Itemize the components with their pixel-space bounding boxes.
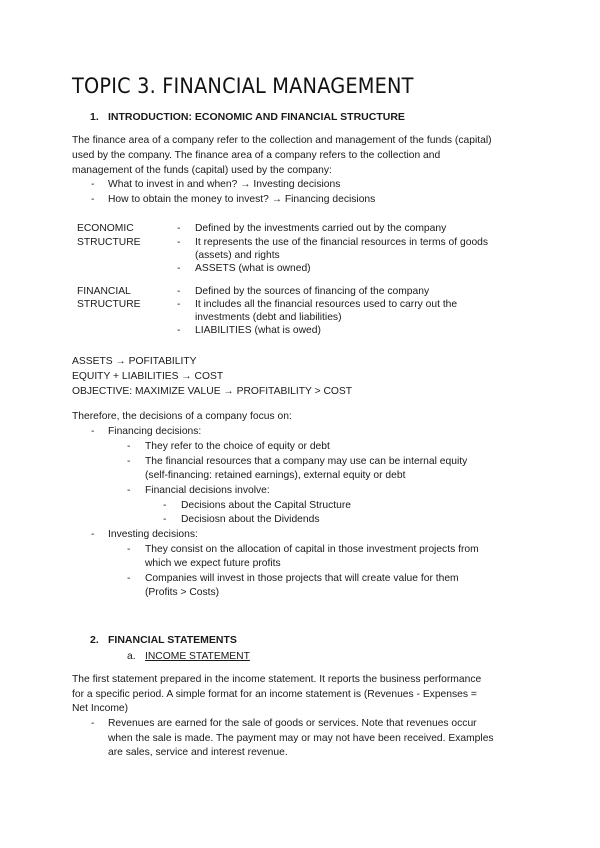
financing-point: They refer to the choice of equity or debt bbox=[145, 441, 330, 452]
income-intro-line: The first statement prepared in the income statement. It reports the business performance bbox=[72, 674, 482, 685]
financial-label: STRUCTURE bbox=[77, 299, 141, 310]
bullet-dash: - bbox=[177, 263, 181, 274]
financial-point: Defined by the sources of financing of the company bbox=[195, 286, 430, 297]
economic-point: (assets) and rights bbox=[195, 250, 280, 261]
bullet-dash: - bbox=[177, 237, 181, 248]
financing-label: Financing decisions: bbox=[108, 426, 202, 437]
bullet-dash: - bbox=[91, 426, 95, 437]
revenues-line: Revenues are earned for the sale of goods or services. Note that revenues occur bbox=[108, 718, 477, 729]
therefore-text: Therefore, the decisions of a company focus on: bbox=[72, 411, 292, 422]
question-item: What to invest in and when? → Investing decisions bbox=[108, 179, 341, 190]
investing-point: They consist on the allocation of capital in those investment projects from bbox=[145, 544, 479, 555]
investing-point: Companies will invest in those projects that will create value for them bbox=[145, 573, 459, 584]
section1-number: 1. bbox=[90, 111, 99, 123]
financing-sub-point: Decisiosn about the Dividends bbox=[181, 514, 320, 525]
investing-label: Investing decisions: bbox=[108, 529, 198, 540]
economic-point: It represents the use of the financial resources in terms of goods bbox=[195, 237, 489, 248]
financial-point: investments (debt and liabilities) bbox=[195, 312, 342, 323]
bullet-dash: - bbox=[127, 456, 131, 467]
formula-line: ASSETS → POFITABILITY bbox=[72, 356, 197, 367]
bullet-dash: - bbox=[127, 544, 131, 555]
financial-label: FINANCIAL bbox=[77, 286, 131, 297]
subsection-letter: a. bbox=[127, 651, 136, 662]
income-intro-line: Net Income) bbox=[72, 703, 129, 714]
income-intro-line: for a specific period. A simple format for an income statement is (Revenues - Expenses = bbox=[72, 689, 477, 700]
economic-point: Defined by the investments carried out by the company bbox=[195, 223, 447, 234]
formula-line: OBJECTIVE: MAXIMIZE VALUE → PROFITABILITY > COST bbox=[72, 386, 353, 397]
bullet-dash: - bbox=[127, 485, 131, 496]
subsection-heading: INCOME STATEMENT bbox=[145, 651, 250, 662]
bullet-dash: - bbox=[127, 441, 131, 452]
bullet-dash: - bbox=[177, 299, 181, 310]
financing-point: (self-financing: retained earnings), external equity or debt bbox=[145, 470, 406, 481]
bullet-dash: - bbox=[91, 179, 95, 190]
intro-line: used by the company. The finance area of a company refers to the collection and bbox=[72, 150, 441, 161]
formula-line: EQUITY + LIABILITIES → COST bbox=[72, 371, 224, 382]
financing-sub-point: Decisions about the Capital Structure bbox=[181, 500, 351, 511]
section2-number: 2. bbox=[90, 634, 99, 646]
financial-point: It includes all the financial resources used to carry out the bbox=[195, 299, 458, 310]
bullet-dash: - bbox=[163, 500, 167, 511]
bullet-dash: - bbox=[91, 194, 95, 205]
revenues-line: are sales, service and interest revenue. bbox=[108, 747, 288, 758]
bullet-dash: - bbox=[177, 325, 181, 336]
intro-line: The finance area of a company refer to the collection and management of the funds (capital) bbox=[72, 135, 492, 146]
section1-heading: INTRODUCTION: ECONOMIC AND FINANCIAL STRUCTURE bbox=[108, 111, 405, 123]
bullet-dash: - bbox=[177, 223, 181, 234]
financing-point: The financial resources that a company may use can be internal equity bbox=[145, 456, 468, 467]
intro-line: management of the funds (capital) used by the company: bbox=[72, 165, 332, 176]
investing-point: which we expect future profits bbox=[145, 558, 281, 569]
question-item: How to obtain the money to invest? → Financing decisions bbox=[108, 194, 376, 205]
bullet-dash: - bbox=[127, 573, 131, 584]
page-title: TOPIC 3. FINANCIAL MANAGEMENT bbox=[72, 74, 414, 98]
bullet-dash: - bbox=[91, 529, 95, 540]
economic-label: ECONOMIC bbox=[77, 223, 134, 234]
investing-point: (Profits > Costs) bbox=[145, 587, 220, 598]
bullet-dash: - bbox=[177, 286, 181, 297]
financial-point: LIABILITIES (what is owed) bbox=[195, 325, 321, 336]
economic-point: ASSETS (what is owned) bbox=[195, 263, 311, 274]
section2-heading: FINANCIAL STATEMENTS bbox=[108, 634, 237, 646]
economic-label: STRUCTURE bbox=[77, 237, 141, 248]
revenues-line: when the sale is made. The payment may or may not have been received. Examples bbox=[108, 733, 494, 744]
bullet-dash: - bbox=[163, 514, 167, 525]
financing-point: Financial decisions involve: bbox=[145, 485, 270, 496]
bullet-dash: - bbox=[91, 718, 95, 729]
